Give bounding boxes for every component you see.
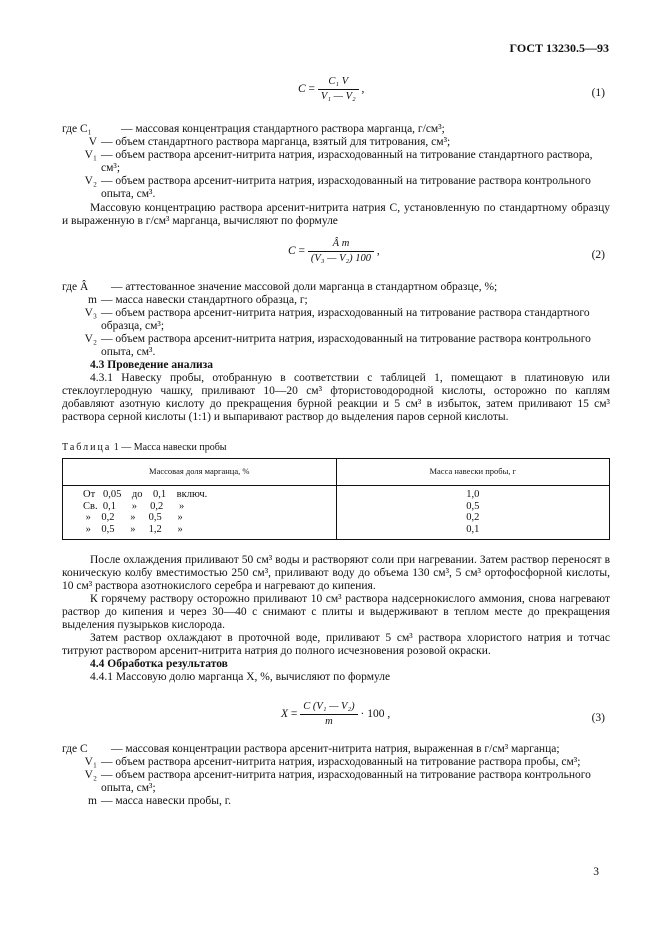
formula-2-lhs: C [288, 245, 296, 258]
range-line: » 0,5 » 1,2 » [83, 523, 183, 535]
formula-1-numerator: C₁ V [318, 76, 359, 90]
formula-2-tail: , [376, 245, 380, 258]
definition-symbol: V₁ [84, 149, 97, 161]
definition-text: — объем раствора арсенит-нитрита натрия, израсходованный на титрование стандартного раствора, см³; [101, 149, 593, 174]
paragraph-text: 4.4.1 Массовую долю марганца X, %, вычисляют по формуле [90, 671, 391, 683]
definition-symbol: V₂ [84, 769, 97, 781]
definition-item [62, 769, 610, 795]
definition-symbol: V₁ [84, 756, 97, 768]
definition-item [62, 743, 610, 756]
formula-1-number: (1) [591, 87, 605, 99]
definition-item [62, 281, 610, 294]
range-line: » 0,2 » 0,5 » [83, 512, 183, 523]
definition-item [62, 175, 610, 201]
formula-2-numerator: Â m [308, 238, 374, 252]
definition-symbol: m [88, 294, 97, 306]
definition-text: — массовая концентрации раствора арсенит-нитрита натрия, выраженная в г/см³ марганца; [111, 743, 560, 755]
formula-3-number: (3) [591, 712, 605, 724]
section-heading: 4.4 Обработка результатов [90, 658, 228, 670]
table-header-cell: Масса навески пробы, г [336, 459, 610, 486]
formula-3-lhs: X [281, 708, 289, 721]
table-cell-ranges [63, 486, 337, 540]
formula-3-tail: · 100 , [360, 708, 391, 721]
definitions-3 [62, 743, 610, 808]
mass-value: 0,2 [466, 512, 480, 523]
table-caption [62, 441, 227, 454]
formula-1-lhs: C [298, 83, 306, 96]
definition-symbol: V₂ [84, 333, 97, 345]
definition-item [62, 123, 610, 136]
mass-value: 0,5 [466, 500, 480, 512]
definition-text: — масса навески стандартного образца, г; [101, 294, 308, 306]
formula-1-denominator: V₁ — V₂ [320, 91, 356, 102]
definition-item [62, 307, 610, 333]
paragraph-text: Затем раствор охлаждают в проточной воде, приливают 5 см³ раствора хлористого натрия и тотчас титруют раствором арсенит-нитрита натрия до полного исчезновения розовой окраски. [62, 632, 610, 657]
section-heading: 4.3 Проведение анализа [90, 359, 214, 371]
paragraph-text: После охлаждения приливают 50 см³ воды и растворяют соли при нагревании. Затем раствор переносят в коническую колбу вместимостью 250 см³, приливают воду до объема 130 см³, 5 см³ ортофосфорной кислоты, 10 см³ раствора азотнокислого серебра и нагревают до кипения. [62, 554, 610, 592]
paragraph-text: 4.3.1 Навеску пробы, отобранную в соответствии с таблицей 1, помещают в платиновую или стеклоуглеродную чашку, приливают 10—20 см³ фтористоводородной кислоты, осторожно по каплям добавляют азотную кислоту до прекращения бурной реакции и 5 см³ в избыток, затем приливают 15 см³ раствора серной кислоты (1:1) и выпаривают раствор до выделения паров серной кислоты. [62, 372, 610, 423]
table-row [63, 486, 610, 540]
definition-text: — объем раствора арсенит-нитрита натрия, израсходованный на титрование раствора стандартного образца, см³; [101, 307, 590, 332]
formula-1-tail: , [361, 83, 365, 96]
formula-3-fraction [300, 701, 357, 728]
definition-item [62, 333, 610, 359]
definition-item [62, 795, 610, 808]
definition-text: — массовая концентрация стандартного раствора марганца, г/см³; [121, 123, 445, 135]
definition-symbol: V₂ [84, 175, 97, 187]
formula-1: C = $\frac{\text{C₁ V}}{\text{V₁ — V₂}}$ , [298, 76, 365, 102]
definition-text: — объем раствора арсенит-нитрита натрия, израсходованный на титрование раствора контрольного опыта, см³; [101, 769, 591, 794]
procedure-paragraphs [62, 554, 610, 684]
formula-2-denominator: (V₃ — V₂) 100 [310, 253, 372, 264]
formula-3: X = $\frac{\text{C (V₁ — V₂)}}{m}$ · 100 , [281, 701, 391, 727]
definition-item [62, 294, 610, 307]
definitions-1 [62, 123, 610, 201]
definition-item [62, 756, 610, 769]
mass-value: 1,0 [466, 489, 480, 500]
mass-value: 0,1 [466, 523, 480, 535]
formula-2-fraction [308, 238, 374, 265]
range-line: От 0,05 до 0,1 включ. [83, 489, 208, 500]
definition-symbol: V [88, 136, 97, 148]
table-cell-masses [336, 486, 610, 540]
standard-header: ГОСТ 13230.5—93 [509, 41, 609, 55]
paragraph-text: К горячему раствору осторожно приливают 10 см³ раствора надсернокислого аммония, снова нагревают раствор до кипения и через 30—40 с снимают с плиты и выдерживают в теплом месте до прекращения выделения пузырьков кислорода. [62, 593, 610, 631]
definition-symbol: m [88, 795, 97, 807]
definition-symbol: где C₁ [62, 123, 92, 135]
definition-text: — аттестованное значение массовой доли марганца в стандартном образце, %; [111, 281, 498, 293]
table-caption-rest: 1 — Масса навески пробы [111, 442, 227, 453]
definition-text: — объем раствора арсенит-нитрита натрия, израсходованный на титрование раствора контрольного опыта, см³. [101, 175, 591, 200]
page-number: 3 [593, 866, 599, 878]
formula-3-numerator: C (V₁ — V₂) [300, 701, 357, 715]
section-4-3 [62, 359, 610, 424]
table-caption-word: Таблица [62, 442, 112, 453]
definition-text: — масса навески пробы, г. [101, 795, 232, 807]
definition-text: — объем раствора арсенит-нитрита натрия, израсходованный на титрование раствора контрольного опыта, см³. [101, 333, 591, 358]
formula-1-fraction [318, 76, 359, 103]
definition-item [62, 136, 610, 149]
range-line: Св. 0,1 » 0,2 » [83, 500, 185, 512]
definition-text: — объем раствора арсенит-нитрита натрия, израсходованный на титрование раствора пробы, см³; [101, 756, 581, 768]
formula-2: C = $\frac{\text{Â m}}{\text{(V₃ — V₂) 100}}$ , [288, 238, 380, 264]
sample-mass-table [62, 458, 610, 540]
table-header-cell: Массовая доля марганца, % [63, 459, 337, 486]
definition-symbol: V₃ [84, 307, 97, 319]
definition-symbol: где C [62, 743, 88, 755]
paragraph-concentration [62, 202, 610, 228]
formula-3-denominator: m [325, 716, 333, 727]
definition-symbol: где Â [62, 281, 89, 293]
definition-text: — объем стандартного раствора марганца, взятый для титрования, см³; [101, 136, 451, 148]
definitions-2 [62, 281, 610, 359]
table-header-row [63, 459, 610, 486]
definition-item [62, 149, 610, 175]
paragraph-text: Массовую концентрацию раствора арсенит-нитрита натрия C, установленную по стандартному образцу и выраженную в г/см³ марганца, вычисляют по формуле [62, 202, 610, 227]
formula-2-number: (2) [591, 249, 605, 261]
